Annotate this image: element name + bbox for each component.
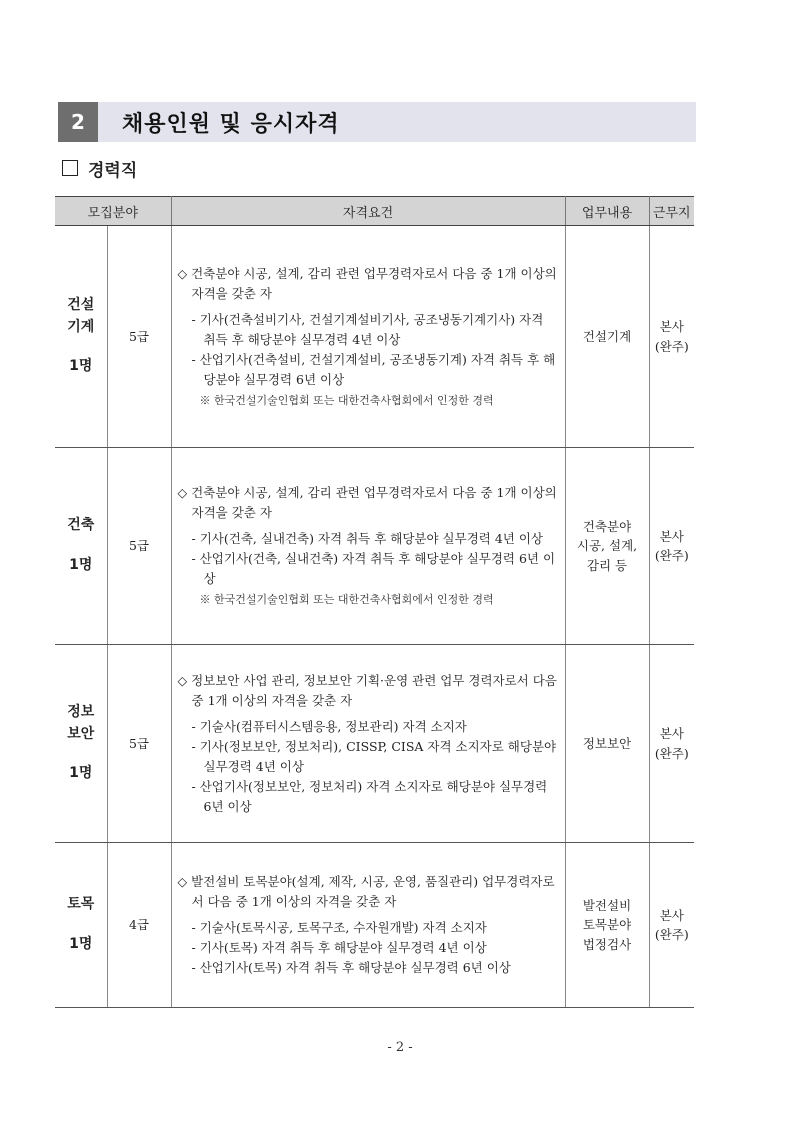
location-cell: 본사 (완주) — [649, 645, 694, 843]
field-name: 건설 기계 — [67, 296, 95, 335]
location-cell: 본사 (완주) — [649, 448, 694, 645]
subheading-label: 경력직 — [88, 160, 138, 181]
requirement-main: ◇ 발전설비 토목분야(설계, 제작, 시공, 운영, 품질관리) 업무경력자로서 다음 중 1개 이상의 자격을 갖춘 자 — [177, 874, 555, 909]
recruitment-table — [55, 196, 694, 1008]
field-cell — [55, 226, 107, 448]
field-name: 건축 — [67, 517, 95, 534]
header-location: 근무지 — [649, 197, 694, 226]
field-name: 정보 보안 — [67, 703, 95, 742]
field-cell — [55, 843, 107, 1008]
location-cell: 본사 (완주) — [649, 843, 694, 1008]
duty-cell: 건축분야 시공, 설계, 감리 등 — [565, 448, 649, 645]
requirement-item: - 산업기사(건축설비, 건설기계설비, 공조냉동기계) 자격 취득 후 해당분야 실무경력 6년 이상 — [191, 351, 556, 387]
requirement-main: ◇ 건축분야 시공, 설계, 감리 관련 업무경력자로서 다음 중 1개 이상의 자격을 갖춘 자 — [177, 485, 557, 521]
field-cell — [55, 645, 107, 843]
header-field: 모집분야 — [55, 197, 171, 226]
requirement-item: - 기사(건축, 실내건축) 자격 취득 후 해당분야 실무경력 4년 이상 — [191, 531, 543, 547]
grade-cell: 5급 — [107, 448, 171, 645]
table-row — [55, 645, 694, 843]
checkbox-icon — [62, 160, 78, 176]
requirement-note: ※ 한국건설기술인협회 또는 대한건축사협회에서 인정한 경력 — [199, 593, 494, 607]
requirement-main: ◇ 건축분야 시공, 설계, 감리 관련 업무경력자로서 다음 중 1개 이상의 자격을 갖춘 자 — [177, 265, 557, 301]
requirement-item: - 기술사(토목시공, 토목구조, 수자원개발) 자격 소지자 — [191, 920, 487, 935]
field-count: 1명 — [69, 936, 93, 952]
field-count: 1명 — [69, 557, 93, 573]
requirement-item: - 기사(토목) 자격 취득 후 해당분야 실무경력 4년 이상 — [191, 940, 487, 955]
requirements-cell — [171, 226, 565, 448]
field-name: 토목 — [67, 896, 95, 913]
section-number: 2 — [58, 102, 98, 142]
grade-cell: 4급 — [107, 843, 171, 1008]
requirement-item: - 기사(건축설비기사, 건설기계설비기사, 공조냉동기계기사) 자격 취득 후 해당분야 실무경력 4년 이상 — [191, 311, 544, 347]
grade-cell: 5급 — [107, 645, 171, 843]
section-header — [58, 102, 696, 142]
requirement-item: - 산업기사(건축, 실내건축) 자격 취득 후 해당분야 실무경력 6년 이상 — [191, 551, 556, 587]
field-cell — [55, 448, 107, 645]
requirements-cell — [171, 448, 565, 645]
requirement-item: - 산업기사(정보보안, 정보처리) 자격 소지자로 해당분야 실무경력 6년 이상 — [191, 778, 548, 814]
duty-cell: 건설기계 — [565, 226, 649, 448]
table-row — [55, 226, 694, 448]
section-title: 채용인원 및 응시자격 — [122, 111, 340, 137]
header-duties: 업무내용 — [565, 197, 649, 226]
header-requirements: 자격요건 — [171, 197, 565, 226]
requirements-cell — [171, 843, 565, 1008]
requirement-item: - 산업기사(토목) 자격 취득 후 해당분야 실무경력 6년 이상 — [191, 960, 511, 975]
field-count: 1명 — [69, 358, 93, 375]
duty-cell: 발전설비 토목분야 법정검사 — [565, 843, 649, 1008]
requirements-cell — [171, 645, 565, 843]
requirement-item: - 기사(정보보안, 정보처리), CISSP, CISA 자격 소지자로 해당분야 실무경력 4년 이상 — [191, 738, 557, 774]
duty-cell: 정보보안 — [565, 645, 649, 843]
requirement-main: ◇ 정보보안 사업 관리, 정보보안 기획·운영 관련 업무 경력자로서 다음 중 1개 이상의 자격을 갖춘 자 — [177, 672, 557, 708]
table-row — [55, 448, 694, 645]
table-header-row — [55, 197, 694, 226]
grade-cell: 5급 — [107, 226, 171, 448]
table-row — [55, 843, 694, 1008]
page-number: - 2 - — [387, 1040, 413, 1055]
requirement-note: ※ 한국건설기술인협회 또는 대한건축사협회에서 인정한 경력 — [199, 393, 494, 407]
subheading — [62, 156, 137, 180]
requirement-item: - 기술사(컴퓨터시스템응용, 정보관리) 자격 소지자 — [191, 718, 467, 734]
location-cell: 본사 (완주) — [649, 226, 694, 448]
field-count: 1명 — [69, 765, 93, 782]
